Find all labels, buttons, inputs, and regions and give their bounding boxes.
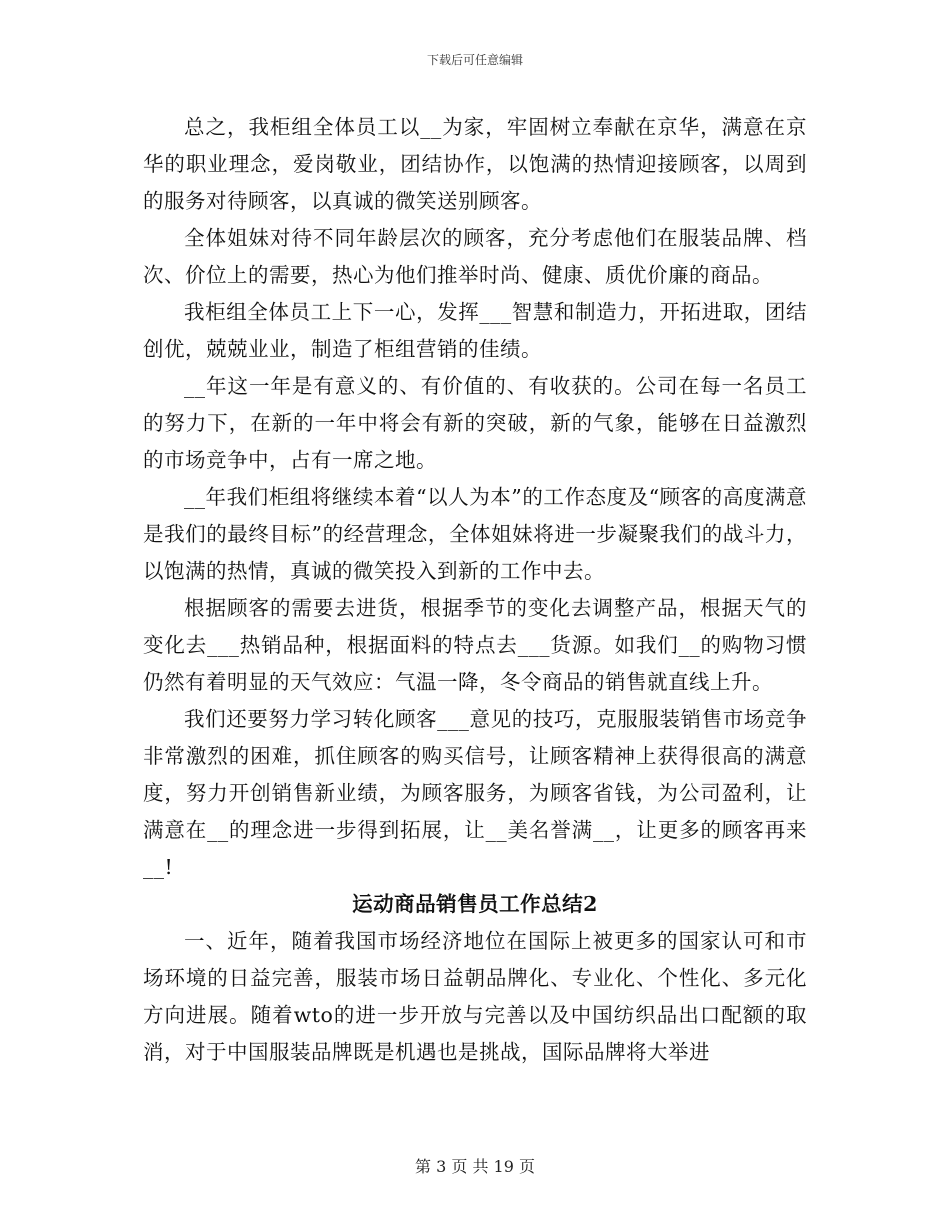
paragraph: __年我们柜组将继续本着“以人为本”的工作态度及“顾客的高度满意是我们的最终目标”的经营理念，全体姐妹将进一步凝聚我们的战斗力，以饱满的热情，真诚的微笑投入到新的工作中去。 (143, 485, 807, 583)
paragraph: 全体姐妹对待不同年龄层次的顾客，充分考虑他们在服装品牌、档次、价位上的需要，热心为他们推举时尚、健康、质优价廉的商品。 (143, 226, 807, 287)
document-body (143, 109, 807, 1071)
page-number: 第 3 页 共 19 页 (415, 1157, 535, 1176)
paragraph: 根据顾客的需要去进货，根据季节的变化去调整产品，根据天气的变化去___热销品种，根据面料的特点去___货源。如我们__的购物习惯仍然有着明显的天气效应：气温一降，冬令商品的销售就直线上升。 (143, 596, 807, 694)
section-title: 运动商品销售员工作总结2 (352, 892, 598, 916)
paragraph: __年这一年是有意义的、有价值的、有收获的。公司在每一名员工的努力下，在新的一年中将会有新的突破，新的气象，能够在日益激烈的市场竞争中，占有一席之地。 (143, 374, 807, 472)
paragraph: 一、近年，随着我国市场经济地位在国际上被更多的国家认可和市场环境的日益完善，服装市场日益朝品牌化、专业化、个性化、多元化方向进展。随着wto的进一步开放与完善以及中国纺织品出口配额的取消，对于中国服装品牌既是机遇也是挑战，国际品牌将大举进 (143, 929, 807, 1064)
paragraph: 我们还要努力学习转化顾客___意见的技巧，克服服装销售市场竞争非常激烈的困难，抓住顾客的购买信号，让顾客精神上获得很高的满意度，努力开创销售新业绩，为顾客服务，为顾客省钱，为公司盈利，让满意在__的理念进一步得到拓展，让__美名誉满__，让更多的顾客再来__! (143, 707, 807, 879)
paragraph: 我柜组全体员工上下一心，发挥___智慧和制造力，开拓进取，团结创优，兢兢业业，制造了柜组营销的佳绩。 (143, 300, 807, 361)
page-header: 下载后可任意编辑 (426, 53, 523, 67)
paragraph: 总之，我柜组全体员工以__为家，牢固树立奉献在京华，满意在京华的职业理念，爱岗敬业，团结协作，以饱满的热情迎接顾客，以周到的服务对待顾客，以真诚的微笑送别顾客。 (143, 115, 807, 213)
